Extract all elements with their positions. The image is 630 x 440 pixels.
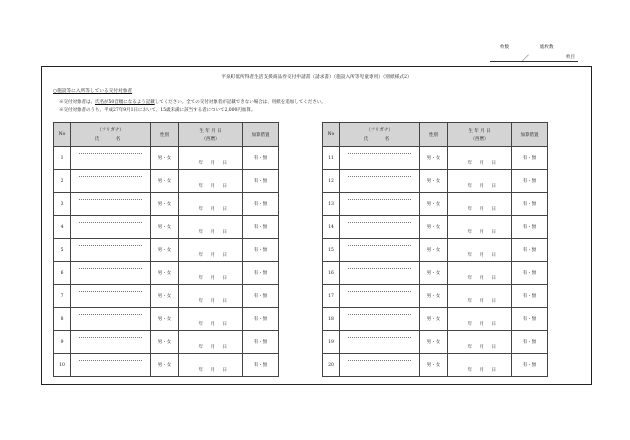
name-field[interactable] [340, 193, 420, 216]
table-row [323, 285, 548, 308]
form-title: 平泉町低所得者生活支援商品券交付申請書（請求書）（施設入所等児童専用）（別紙様式2） [221, 75, 412, 80]
addition-field[interactable]: 有・無 [243, 262, 279, 285]
furigana-line [348, 199, 411, 200]
gender-field[interactable]: 男・女 [151, 285, 179, 308]
dob-field[interactable] [179, 216, 243, 239]
furigana-line [348, 153, 411, 154]
col-header-no: No [323, 123, 340, 147]
table-row [323, 331, 548, 354]
instruction-note-1 [59, 99, 326, 105]
row-number: 15 [323, 239, 340, 262]
furigana-line [79, 153, 142, 154]
table-row [54, 354, 279, 377]
form-subheading: ○施設等に入所等している交付対象者 [53, 89, 133, 94]
col-header-dob-label: 生 年 月 日 [468, 128, 491, 134]
col-header-dob [179, 123, 243, 147]
furigana-line [79, 199, 142, 200]
dob-field[interactable] [448, 262, 512, 285]
instruction-note-2: ※交付対象者のうち、平成27年9月1日において、15歳未満に該当する者について2,000円加算。 [59, 108, 256, 113]
col-header-gender: 性別 [151, 123, 179, 147]
pages-label: 枚数 [500, 45, 509, 50]
name-field[interactable] [71, 262, 151, 285]
name-field[interactable] [340, 308, 420, 331]
dob-value: 年 月 日 [467, 345, 499, 350]
addition-field[interactable]: 有・無 [243, 239, 279, 262]
gender-field[interactable]: 男・女 [151, 239, 179, 262]
total-pages-label: 総枚数 [540, 45, 554, 50]
addition-field[interactable]: 有・無 [243, 354, 279, 377]
gender-field[interactable]: 男・女 [420, 239, 448, 262]
name-field[interactable] [340, 170, 420, 193]
dob-value: 年 月 日 [198, 184, 230, 189]
addition-field[interactable]: 有・無 [512, 262, 548, 285]
name-field[interactable] [71, 239, 151, 262]
row-number: 16 [323, 262, 340, 285]
row-number: 10 [54, 354, 71, 377]
dob-value: 年 月 日 [198, 322, 230, 327]
row-number: 8 [54, 308, 71, 331]
furigana-line [79, 245, 142, 246]
gender-field[interactable]: 男・女 [151, 354, 179, 377]
applicant-table-left [53, 122, 279, 377]
col-header-addition: 加算措置 [243, 123, 279, 147]
dob-value: 年 月 日 [467, 230, 499, 235]
furigana-line [348, 360, 411, 361]
name-field[interactable] [340, 147, 420, 170]
gender-field[interactable]: 男・女 [420, 193, 448, 216]
name-field[interactable] [71, 193, 151, 216]
col-header-dob-era: （西暦） [470, 136, 489, 142]
col-header-addition: 加算措置 [512, 123, 548, 147]
dob-field[interactable] [448, 147, 512, 170]
table-row [323, 308, 548, 331]
dob-field[interactable] [179, 239, 243, 262]
gender-field[interactable]: 男・女 [420, 354, 448, 377]
addition-field[interactable]: 有・無 [512, 193, 548, 216]
dob-field[interactable] [179, 170, 243, 193]
furigana-line [79, 222, 142, 223]
dob-value: 年 月 日 [198, 276, 230, 281]
row-number: 12 [323, 170, 340, 193]
furigana-line [79, 268, 142, 269]
dob-value: 年 月 日 [467, 161, 499, 166]
table-row [323, 354, 548, 377]
furigana-line [348, 176, 411, 177]
col-header-dob-era: （西暦） [201, 136, 220, 142]
col-header-gender: 性別 [420, 123, 448, 147]
addition-field[interactable]: 有・無 [512, 354, 548, 377]
row-number: 2 [54, 170, 71, 193]
furigana-line [348, 337, 411, 338]
dob-field[interactable] [448, 170, 512, 193]
gender-field[interactable]: 男・女 [420, 216, 448, 239]
row-number: 3 [54, 193, 71, 216]
addition-field[interactable]: 有・無 [243, 193, 279, 216]
row-number: 19 [323, 331, 340, 354]
gender-field[interactable]: 男・女 [420, 262, 448, 285]
name-field[interactable] [340, 216, 420, 239]
dob-value: 年 月 日 [198, 345, 230, 350]
row-number: 1 [54, 147, 71, 170]
row-number: 5 [54, 239, 71, 262]
col-header-furigana: （フリガナ） [366, 128, 393, 133]
addition-field[interactable]: 有・無 [512, 285, 548, 308]
name-field[interactable] [71, 147, 151, 170]
dob-field[interactable] [179, 285, 243, 308]
gender-field[interactable]: 男・女 [420, 308, 448, 331]
table-row [54, 331, 279, 354]
dob-field[interactable] [179, 147, 243, 170]
gender-field[interactable]: 男・女 [420, 170, 448, 193]
furigana-line [79, 176, 142, 177]
dob-field[interactable] [179, 193, 243, 216]
furigana-line [79, 291, 142, 292]
applicant-table-right [322, 122, 548, 377]
row-number: 17 [323, 285, 340, 308]
col-header-furigana: （フリガナ） [97, 128, 124, 133]
dob-field[interactable] [179, 262, 243, 285]
gender-field[interactable]: 男・女 [151, 216, 179, 239]
col-header-name [340, 123, 420, 147]
table-row [323, 216, 548, 239]
table-row [54, 216, 279, 239]
dob-field[interactable] [179, 354, 243, 377]
row-number: 6 [54, 262, 71, 285]
gender-field[interactable]: 男・女 [151, 308, 179, 331]
dob-value: 年 月 日 [467, 253, 499, 258]
furigana-line [348, 314, 411, 315]
dob-value: 年 月 日 [467, 207, 499, 212]
name-field[interactable] [340, 354, 420, 377]
gender-field[interactable]: 男・女 [151, 193, 179, 216]
row-number: 9 [54, 331, 71, 354]
row-number: 18 [323, 308, 340, 331]
dob-field[interactable] [448, 193, 512, 216]
dob-field[interactable] [448, 216, 512, 239]
addition-field[interactable]: 有・無 [512, 147, 548, 170]
row-number: 7 [54, 285, 71, 308]
col-header-dob-label: 生 年 月 日 [199, 128, 222, 134]
table-row [323, 239, 548, 262]
table-row [323, 193, 548, 216]
addition-field[interactable]: 有・無 [243, 216, 279, 239]
table-row [323, 262, 548, 285]
name-field[interactable] [71, 170, 151, 193]
table-row [54, 147, 279, 170]
row-number: 20 [323, 354, 340, 377]
dob-value: 年 月 日 [467, 322, 499, 327]
col-header-name-label: 氏 名 [94, 137, 127, 142]
dob-value: 年 月 日 [198, 368, 230, 373]
addition-field[interactable]: 有・無 [243, 308, 279, 331]
dob-value: 年 月 日 [467, 299, 499, 304]
name-field[interactable] [71, 354, 151, 377]
name-field[interactable] [340, 262, 420, 285]
page-slash: ／ [522, 54, 529, 62]
furigana-line [79, 337, 142, 338]
col-header-no: No [54, 123, 71, 147]
furigana-line [348, 291, 411, 292]
note1-underlined: 氏名が50音順になるよう記載 [95, 100, 155, 105]
dob-field[interactable] [179, 308, 243, 331]
addition-field[interactable]: 有・無 [243, 147, 279, 170]
dob-value: 年 月 日 [467, 276, 499, 281]
dob-field[interactable] [448, 308, 512, 331]
addition-field[interactable]: 有・無 [512, 239, 548, 262]
name-field[interactable] [71, 285, 151, 308]
furigana-line [79, 314, 142, 315]
table-row [54, 239, 279, 262]
table-row [54, 193, 279, 216]
row-number: 13 [323, 193, 340, 216]
form-frame [41, 66, 592, 385]
name-field[interactable] [71, 216, 151, 239]
dob-value: 年 月 日 [198, 299, 230, 304]
dob-field[interactable] [448, 285, 512, 308]
dob-value: 年 月 日 [198, 161, 230, 166]
dob-field[interactable] [179, 331, 243, 354]
gender-field[interactable]: 男・女 [151, 170, 179, 193]
table-row [323, 147, 548, 170]
addition-field[interactable]: 有・無 [512, 216, 548, 239]
note1-post: してください。全ての交付対象者が記載できない場合は、用紙を追加してください。 [154, 100, 326, 105]
row-number: 4 [54, 216, 71, 239]
sheet-suffix: 枚目 [566, 55, 575, 60]
table-row [54, 308, 279, 331]
col-header-name [71, 123, 151, 147]
furigana-line [348, 268, 411, 269]
gender-field[interactable]: 男・女 [420, 285, 448, 308]
addition-field[interactable]: 有・無 [243, 170, 279, 193]
dob-value: 年 月 日 [198, 207, 230, 212]
note1-pre: ※交付対象者は、 [59, 100, 95, 105]
furigana-line [348, 245, 411, 246]
furigana-line [79, 360, 142, 361]
addition-field[interactable]: 有・無 [512, 308, 548, 331]
furigana-line [348, 222, 411, 223]
addition-field[interactable]: 有・無 [243, 285, 279, 308]
row-number: 14 [323, 216, 340, 239]
dob-field[interactable] [448, 354, 512, 377]
dob-field[interactable] [448, 239, 512, 262]
gender-field[interactable]: 男・女 [420, 331, 448, 354]
table-row [54, 262, 279, 285]
addition-field[interactable]: 有・無 [243, 331, 279, 354]
name-field[interactable] [71, 331, 151, 354]
dob-value: 年 月 日 [198, 253, 230, 258]
page-count-line [490, 61, 578, 62]
gender-field[interactable]: 男・女 [151, 262, 179, 285]
addition-field[interactable]: 有・無 [512, 331, 548, 354]
row-number: 11 [323, 147, 340, 170]
addition-field[interactable]: 有・無 [512, 170, 548, 193]
dob-value: 年 月 日 [467, 368, 499, 373]
name-field[interactable] [340, 331, 420, 354]
name-field[interactable] [340, 239, 420, 262]
col-header-name-label: 氏 名 [363, 137, 396, 142]
gender-field[interactable]: 男・女 [420, 147, 448, 170]
dob-value: 年 月 日 [198, 230, 230, 235]
name-field[interactable] [71, 308, 151, 331]
gender-field[interactable]: 男・女 [151, 147, 179, 170]
name-field[interactable] [340, 285, 420, 308]
col-header-dob [448, 123, 512, 147]
dob-value: 年 月 日 [467, 184, 499, 189]
table-row [54, 170, 279, 193]
table-row [54, 285, 279, 308]
table-row [323, 170, 548, 193]
gender-field[interactable]: 男・女 [151, 331, 179, 354]
dob-field[interactable] [448, 331, 512, 354]
